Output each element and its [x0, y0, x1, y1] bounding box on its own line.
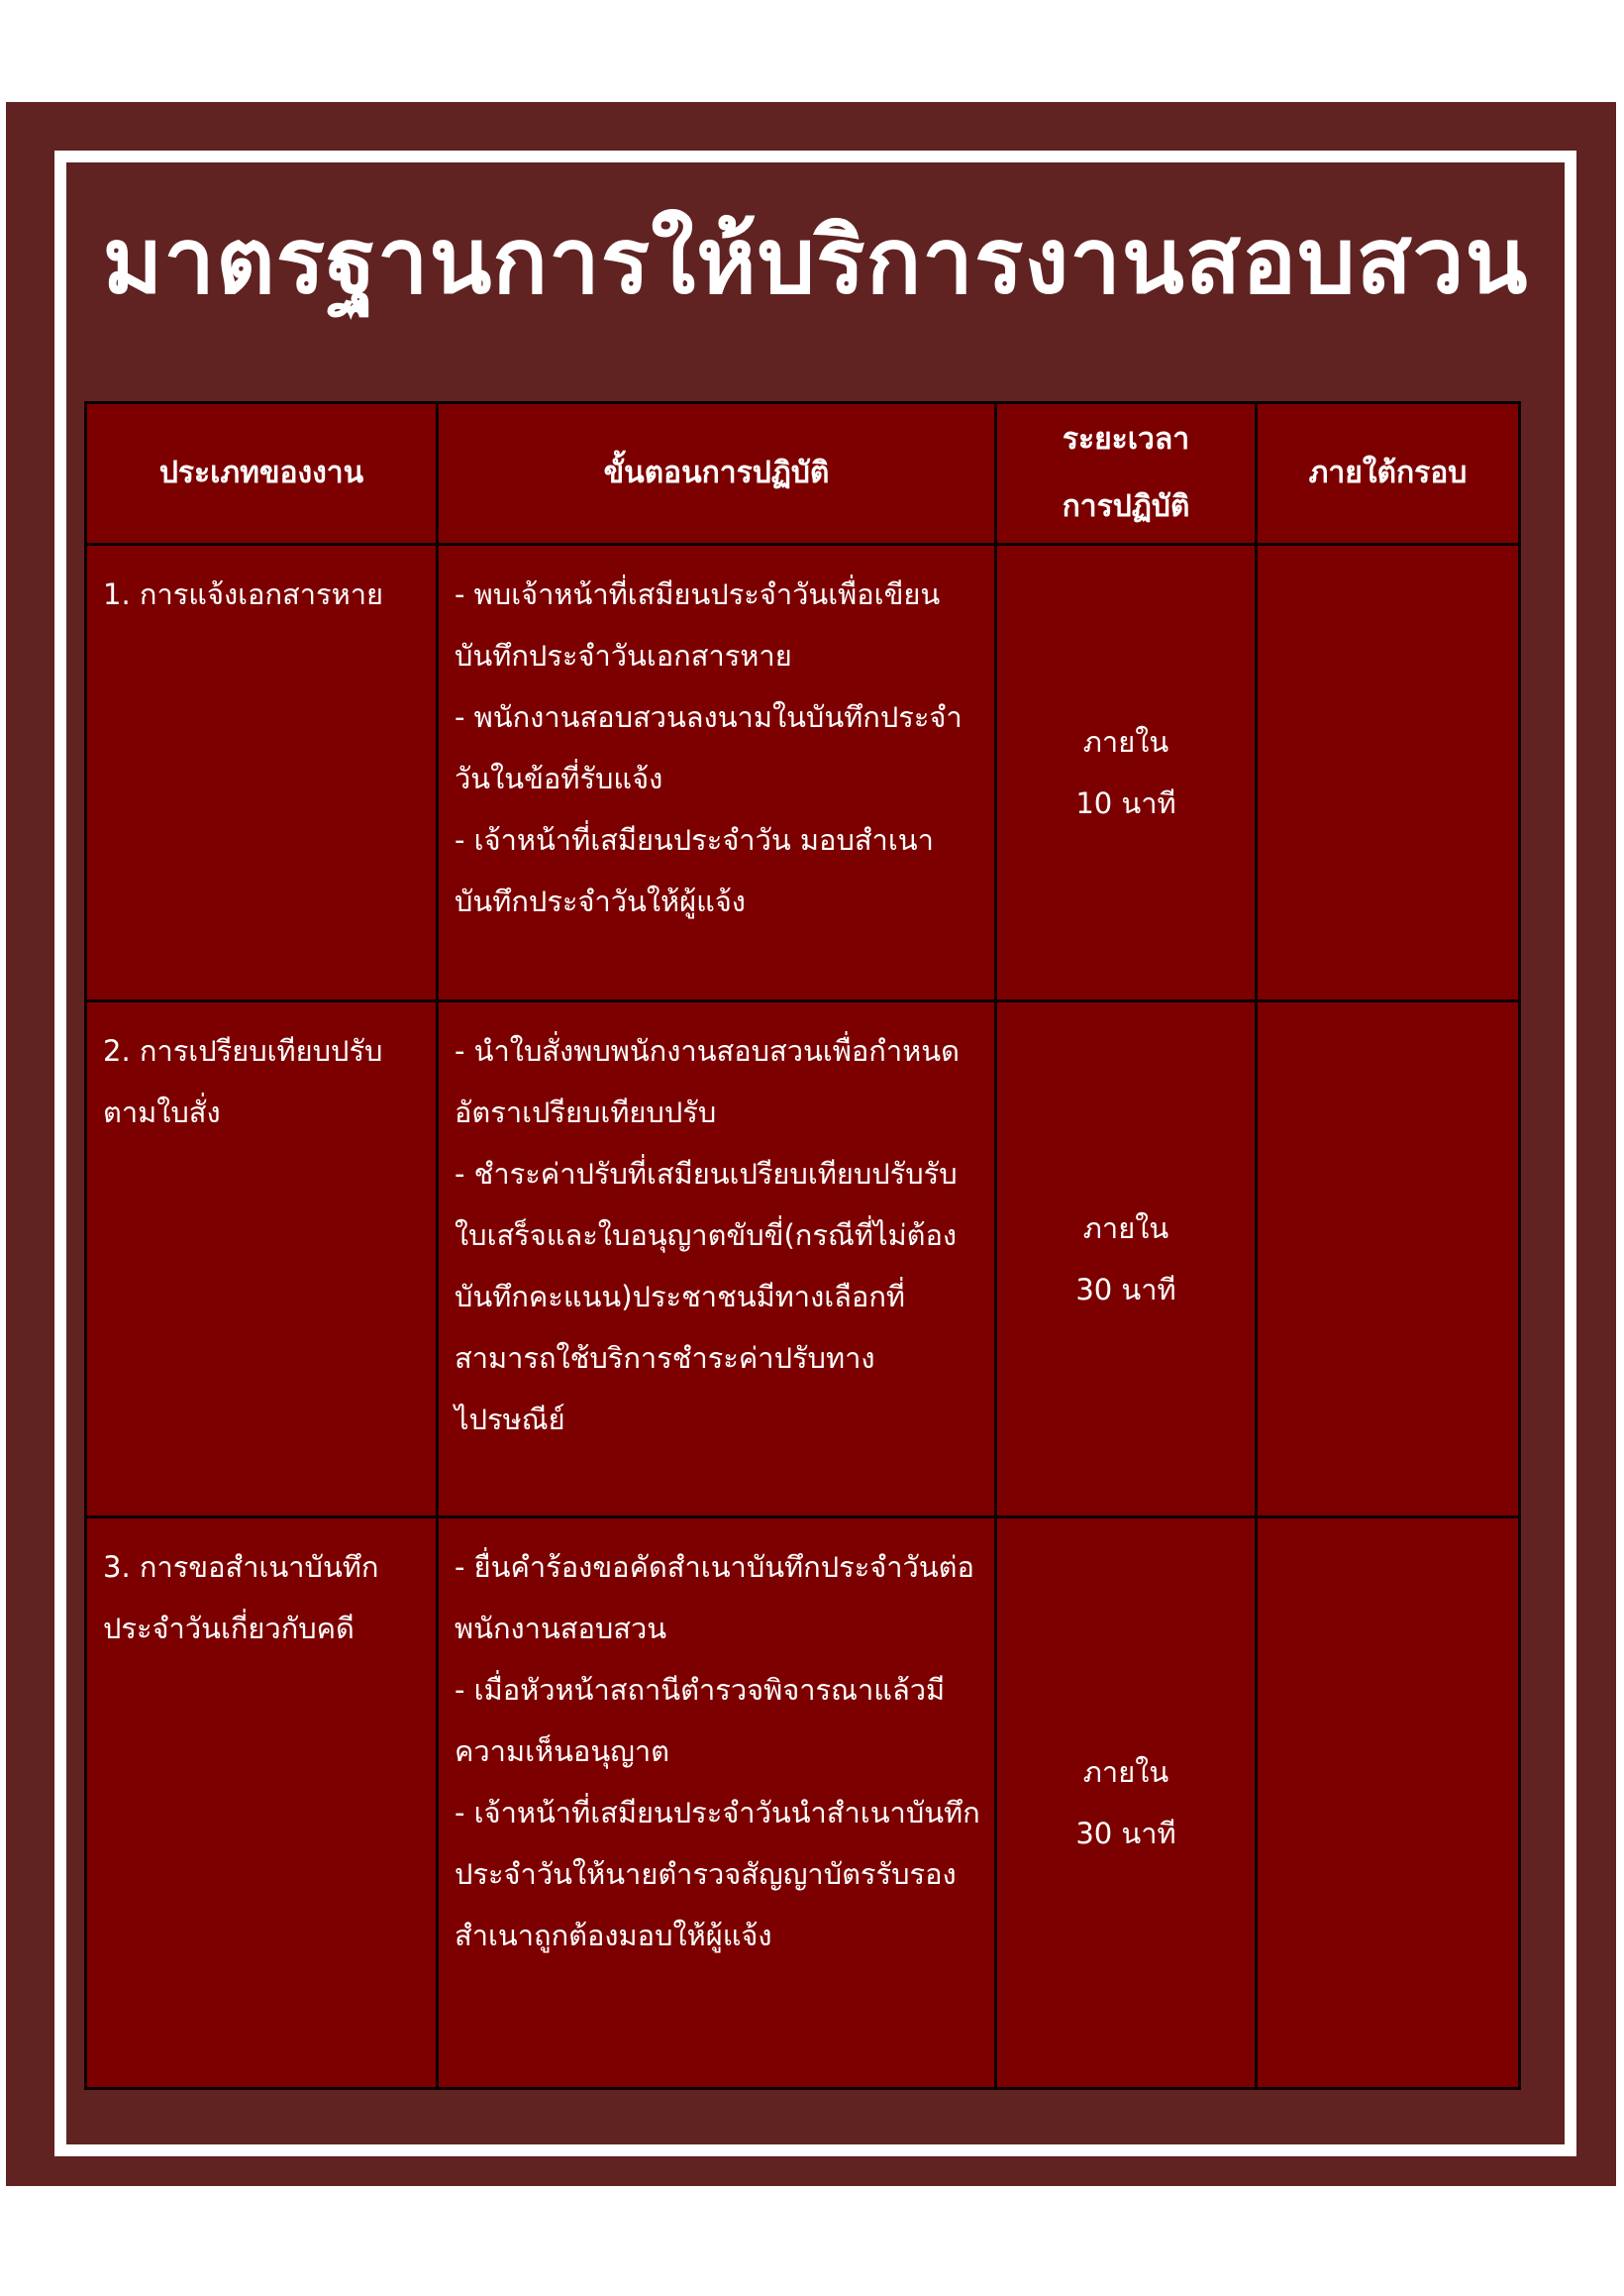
framework-cell: [1257, 1517, 1520, 2089]
step-text: - เจ้าหน้าที่เสมียนประจำวันนำสำเนาบันทึกประจำวันให้นายตำรวจสัญญาบัตรรับรองสำเนาถูกต้องมอบให้ผู้แจ้ง: [455, 1796, 980, 1952]
header-work-type: ประเภทของงาน: [86, 403, 438, 545]
work-type-cell: 1. การแจ้งเอกสารหาย: [86, 545, 438, 1001]
header-framework: ภายใต้กรอบ: [1257, 403, 1520, 545]
duration-label: ภายใน: [1082, 1211, 1169, 1245]
step-text: - เจ้าหน้าที่เสมียนประจำวัน มอบสำเนาบันทึกประจำวันให้ผู้แจ้ง: [455, 823, 934, 918]
header-steps: ขั้นตอนการปฏิบัติ: [438, 403, 996, 545]
duration-label: ภายใน: [1082, 725, 1169, 759]
work-type-cell: 3. การขอสำเนาบันทึกประจำวันเกี่ยวกับคดี: [86, 1517, 438, 2089]
step-text: - ชำระค่าปรับที่เสมียนเปรียบเทียบปรับรับใบเสร็จและใบอนุญาตขับขี่(กรณีที่ไม่ต้องบันทึกคะแนน)ประชาชนมีทางเลือกที่สามารถใช้บริการชำระค่าปรับทางไปรษณีย์: [455, 1157, 958, 1436]
header-duration: [996, 403, 1257, 545]
steps-cell: [438, 545, 996, 1001]
table-row: [86, 1517, 1520, 2089]
service-standard-table: [84, 401, 1521, 2090]
poster-frame: [54, 151, 1576, 2156]
header-duration-line1: ระยะเวลา: [1062, 422, 1190, 457]
duration-value: 10 นาที: [1075, 786, 1176, 820]
step-text: - ยื่นคำร้องขอคัดสำเนาบันทึกประจำวันต่อพนักงานสอบสวน: [455, 1550, 974, 1645]
poster-background: [6, 102, 1616, 2186]
table-header-row: [86, 403, 1520, 545]
step-text: - พบเจ้าหน้าที่เสมียนประจำวันเพื่อเขียนบันทึกประจำวันเอกสารหาย: [455, 577, 941, 673]
duration-value: 30 นาที: [1075, 1817, 1176, 1850]
page-title: มาตรฐานการให้บริการงานสอบสวน: [102, 208, 1529, 314]
step-text: - พนักงานสอบสวนลงนามในบันทึกประจำวันในข้อที่รับแจ้ง: [455, 700, 963, 795]
duration-cell: [996, 1517, 1257, 2089]
work-type-cell: 2. การเปรียบเทียบปรับตามใบสั่ง: [86, 1001, 438, 1517]
framework-cell: [1257, 545, 1520, 1001]
table-row: [86, 1001, 1520, 1517]
header-duration-line2: การปฏิบัติ: [1062, 489, 1190, 524]
framework-cell: [1257, 1001, 1520, 1517]
steps-cell: [438, 1001, 996, 1517]
duration-value: 30 นาที: [1075, 1273, 1176, 1306]
duration-cell: [996, 545, 1257, 1001]
duration-label: ภายใน: [1082, 1755, 1169, 1789]
step-text: - เมื่อหัวหน้าสถานีตำรวจพิจารณาแล้วมีความเห็นอนุญาต: [455, 1673, 946, 1768]
step-text: - นำใบสั่งพบพนักงานสอบสวนเพื่อกำหนดอัตราเปรียบเทียบปรับ: [455, 1034, 960, 1129]
steps-cell: [438, 1517, 996, 2089]
duration-cell: [996, 1001, 1257, 1517]
table-row: [86, 545, 1520, 1001]
